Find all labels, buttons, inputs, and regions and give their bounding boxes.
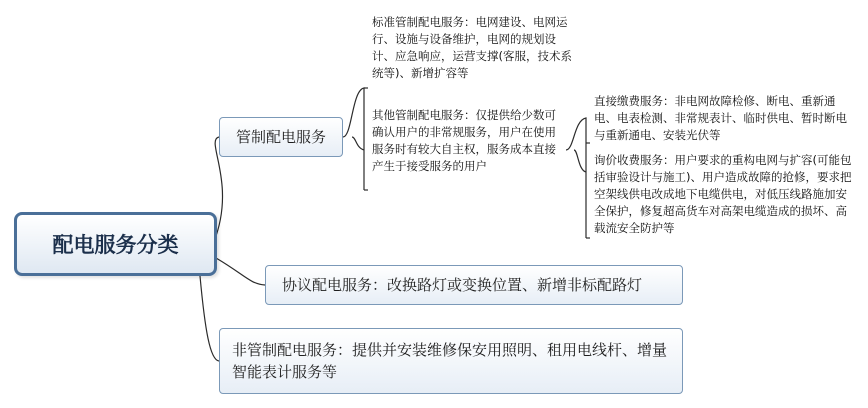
leaf-standard-regulated[interactable] [372, 14, 578, 82]
leaf-standard-regulated-text: 标准管制配电服务：电网建设、电网运行、设施与设备维护，电网的规划设计、应急响应，运营支撑(客服，技术系统等)、新增扩容等 [372, 15, 572, 80]
leaf-other-regulated[interactable] [372, 107, 564, 175]
link-regulated-bracket [343, 88, 364, 190]
branch-regulated-label: 管制配电服务 [235, 128, 326, 146]
root-node[interactable] [14, 212, 217, 276]
root-label: 配电服务分类 [52, 233, 179, 257]
branch-regulated[interactable] [219, 117, 343, 157]
leaf-quote-payment[interactable] [594, 152, 852, 237]
link-other-bracket [566, 118, 586, 238]
leaf-other-regulated-text: 其他管制配电服务：仅提供给少数可确认用户的非常规服务，用户在使用服务时有较大自主权，服务成本直接产生于接受服务的用户 [372, 108, 556, 173]
leaf-direct-payment[interactable] [594, 93, 852, 144]
leaf-direct-payment-text: 直接缴费服务：非电网故障检修、断电、重新通电、电表检测、非常规表计、临时供电、暂时断电与重新通电、安装光伏等 [594, 94, 847, 142]
branch-unregulated-label: 非管制配电服务：提供并安装维修保安用照明、租用电线杆、增量智能表计服务等 [232, 341, 668, 381]
leaf-quote-payment-text: 询价收费服务：用户要求的重构电网与扩容(可能包括审验设计与施工)、用户造成故障的抢修，要求把空架线供电改成地下电缆供电，对低压线路施加安全保护，修复超高货车对高架电缆造成的损坏、高载流安全防护等 [594, 153, 852, 235]
branch-unregulated[interactable] [219, 328, 683, 394]
link-root-agreement [216, 258, 265, 285]
branch-agreement[interactable] [265, 265, 683, 305]
link-root-unregulated [200, 276, 219, 361]
branch-agreement-label: 协议配电服务：改换路灯或变换位置、新增非标配路灯 [282, 276, 643, 294]
